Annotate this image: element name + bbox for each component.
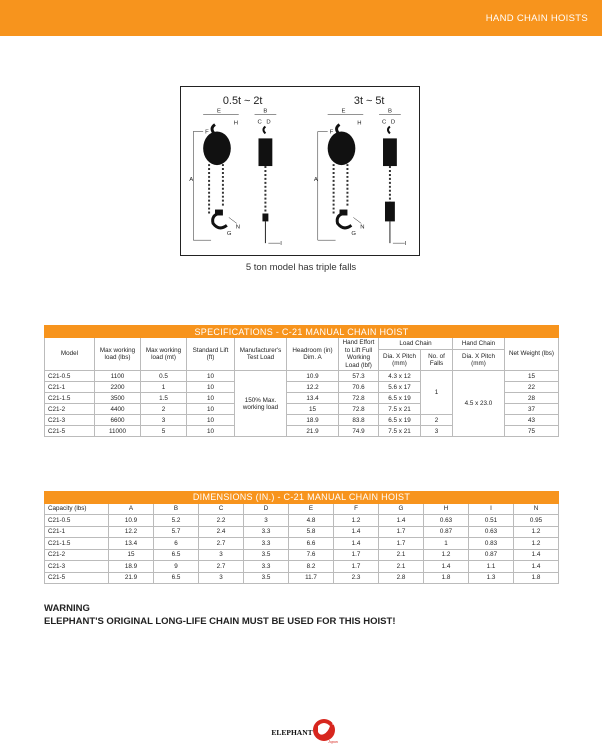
elephant-logo-graphic — [252, 716, 352, 746]
dimension-value: 3 — [199, 549, 244, 561]
dimension-value: 1.7 — [379, 538, 424, 550]
dimension-value: 1.2 — [334, 515, 379, 527]
table-row — [45, 526, 559, 538]
table-row — [45, 538, 559, 550]
dimensions-body — [45, 515, 559, 584]
dimension-value: 4.8 — [289, 515, 334, 527]
svg-text:H: H — [233, 120, 239, 127]
dimension-value: 5.8 — [289, 526, 334, 538]
dimension-value: 5.7 — [154, 526, 199, 538]
dimension-value: 2.3 — [334, 572, 379, 584]
svg-text:C: C — [257, 119, 262, 126]
svg-text:A: A — [189, 176, 194, 183]
dimension-value: 0.51 — [469, 515, 514, 527]
col-header-load-chain: Load Chain — [379, 338, 453, 350]
col-header: Capacity (lbs) — [45, 503, 109, 515]
dimension-value: 1.2 — [514, 526, 559, 538]
table-row — [45, 572, 559, 584]
dimensions-table — [44, 491, 559, 584]
dimension-value: 3.3 — [244, 561, 289, 573]
dimension-value: 1.4 — [514, 549, 559, 561]
dimension-value: 9 — [154, 561, 199, 573]
dimension-value: 1.4 — [424, 561, 469, 573]
dimension-value: 1.7 — [379, 526, 424, 538]
col-header-max-load-lbs: Max working load (lbs) — [95, 338, 141, 371]
row-model: C21-3 — [45, 561, 109, 573]
header-bar — [0, 0, 602, 36]
dimension-value: 6.5 — [154, 549, 199, 561]
svg-text:F: F — [329, 129, 334, 136]
col-header: G — [379, 503, 424, 515]
svg-text:G: G — [226, 231, 232, 238]
dimension-value: 21.9 — [109, 572, 154, 584]
svg-text:A: A — [313, 176, 318, 183]
dimension-value: 3.5 — [244, 572, 289, 584]
dimension-value: 3 — [244, 515, 289, 527]
col-header-headroom: Headroom (in) Dim. A — [287, 338, 339, 371]
dimensions-title: DIMENSIONS (IN.) - C-21 MANUAL CHAIN HOIST — [45, 492, 559, 504]
dimension-value: 1.2 — [514, 538, 559, 550]
table-row: C21-3 6600 3 10 18.9 83.8 6.5 x 19 2 43 — [45, 415, 559, 426]
svg-text:D: D — [390, 119, 396, 126]
dimension-value: 2.1 — [379, 549, 424, 561]
col-header: A — [109, 503, 154, 515]
table-row: C21-1 2200 1 10 12.2 70.6 5.6 x 17 22 — [45, 382, 559, 393]
table-row: C21-2 4400 2 10 15 72.8 7.5 x 21 37 — [45, 404, 559, 415]
dimension-value: 3.5 — [244, 549, 289, 561]
col-header-hand-chain: Hand Chain — [453, 338, 505, 350]
dimension-value: 10.9 — [109, 515, 154, 527]
dimension-value: 1.2 — [424, 549, 469, 561]
logo-brand: ELEPHANT — [271, 728, 313, 737]
hoist-front-view-small — [255, 109, 283, 247]
warning-title: WARNING — [44, 603, 90, 614]
dimension-value: 18.9 — [109, 561, 154, 573]
dimension-value: 1.1 — [469, 561, 514, 573]
table-row — [45, 561, 559, 573]
dimension-value: 5.2 — [154, 515, 199, 527]
logo-made-in: made in — [332, 722, 345, 726]
col-header-max-load-mt: Max working load (mt) — [141, 338, 187, 371]
hoist-front-view-large — [379, 109, 407, 247]
header-title: HAND CHAIN HOISTS — [485, 13, 588, 24]
svg-text:C: C — [382, 119, 387, 126]
dimension-value: 0.87 — [424, 526, 469, 538]
col-header-model: Model — [45, 338, 95, 371]
col-header-load-chain-falls: No. of Falls — [421, 350, 453, 371]
col-header: H — [424, 503, 469, 515]
dimension-value: 1.4 — [334, 526, 379, 538]
diagram-left-label: 0.5t ~ 2t — [222, 94, 263, 107]
hoist-diagram-svg — [181, 87, 419, 255]
table-row — [45, 515, 559, 527]
test-load-cell: 150% Max. working load — [235, 371, 287, 437]
col-header-hand-chain-dia: Dia. X Pitch (mm) — [453, 350, 505, 371]
col-header: D — [244, 503, 289, 515]
svg-text:I: I — [280, 241, 282, 248]
col-header: I — [469, 503, 514, 515]
dimension-value: 0.83 — [469, 538, 514, 550]
diagram-right-label: 3t ~ 5t — [353, 94, 385, 107]
hoist-diagram — [180, 86, 420, 256]
svg-text:E: E — [341, 108, 346, 115]
hoist-side-view-small — [189, 109, 240, 240]
col-header: E — [289, 503, 334, 515]
row-model: C21-5 — [45, 572, 109, 584]
dimension-value: 8.2 — [289, 561, 334, 573]
table-row — [45, 549, 559, 561]
hand-chain-cell: 4.5 x 23.0 — [453, 371, 505, 437]
svg-text:I: I — [404, 241, 407, 248]
table-row: C21-1.5 3500 1.5 10 13.4 72.8 6.5 x 19 28 — [45, 393, 559, 404]
dimension-value: 0.63 — [424, 515, 469, 527]
dimension-value: 1.4 — [379, 515, 424, 527]
dimension-value: 0.63 — [469, 526, 514, 538]
dimension-value: 1 — [424, 538, 469, 550]
svg-text:B: B — [387, 108, 392, 115]
svg-text:D: D — [266, 119, 271, 126]
dimension-value: 1.3 — [469, 572, 514, 584]
col-header-test-load: Manufacturer's Test Load — [235, 338, 287, 371]
row-model: C21-1 — [45, 526, 109, 538]
hoist-side-view-large — [314, 109, 365, 240]
dimension-value: 2.2 — [199, 515, 244, 527]
dimension-value: 11.7 — [289, 572, 334, 584]
dimension-value: 13.4 — [109, 538, 154, 550]
dimension-value: 0.95 — [514, 515, 559, 527]
svg-text:F: F — [205, 129, 209, 136]
dimension-value: 0.87 — [469, 549, 514, 561]
dimension-value: 1.7 — [334, 561, 379, 573]
warning — [44, 602, 395, 628]
warning-text: ELEPHANT'S ORIGINAL LONG-LIFE CHAIN MUST BE USED FOR THIS HOIST! — [44, 616, 396, 627]
row-model: C21-0.5 — [45, 515, 109, 527]
dimension-value: 3 — [199, 572, 244, 584]
diagram-caption: 5 ton model has triple falls — [245, 262, 357, 273]
svg-text:B: B — [263, 108, 268, 115]
svg-text:G: G — [351, 231, 356, 238]
svg-text:E: E — [216, 108, 221, 115]
falls-merged-cell: 1 — [421, 371, 453, 415]
specifications-title: SPECIFICATIONS - C-21 MANUAL CHAIN HOIST — [45, 326, 559, 338]
dimension-value: 1.7 — [334, 549, 379, 561]
dimension-value: 2.8 — [379, 572, 424, 584]
row-model: C21-2 — [45, 549, 109, 561]
col-header-net-weight: Net Weight (lbs) — [505, 338, 559, 371]
dimension-value: 12.2 — [109, 526, 154, 538]
svg-text:H: H — [357, 120, 362, 127]
dimension-value: 3.3 — [244, 538, 289, 550]
dimension-value: 3.3 — [244, 526, 289, 538]
col-header-load-chain-dia: Dia. X Pitch (mm) — [379, 350, 421, 371]
col-header: C — [199, 503, 244, 515]
specifications-table — [44, 325, 559, 437]
dimension-value: 1.4 — [514, 561, 559, 573]
dimension-value: 7.6 — [289, 549, 334, 561]
elephant-logo — [252, 716, 352, 746]
col-header-standard-lift: Standard Lift (ft) — [187, 338, 235, 371]
col-header: N — [514, 503, 559, 515]
dimension-value: 1.8 — [514, 572, 559, 584]
dimension-value: 2.1 — [379, 561, 424, 573]
dimension-value: 2.7 — [199, 561, 244, 573]
logo-country: Japan — [328, 739, 338, 744]
dimension-value: 2.7 — [199, 538, 244, 550]
dimension-value: 6 — [154, 538, 199, 550]
table-row: C21-0.5 1100 0.5 10 150% Max. working load 10.9 57.3 4.3 x 12 1 4.5 x 23.0 15 — [45, 371, 559, 382]
col-header-hand-effort: Hand Effort to Lift Full Working Load (lbf) — [339, 338, 379, 371]
svg-text:N: N — [360, 224, 365, 231]
col-header: B — [154, 503, 199, 515]
dimension-value: 2.4 — [199, 526, 244, 538]
dimension-value: 1.4 — [334, 538, 379, 550]
dimension-value: 1.8 — [424, 572, 469, 584]
table-row: C21-5 11000 5 10 21.9 74.9 7.5 x 21 3 75 — [45, 426, 559, 437]
dimension-value: 6.6 — [289, 538, 334, 550]
col-header: F — [334, 503, 379, 515]
svg-text:N: N — [235, 224, 241, 231]
row-model: C21-1.5 — [45, 538, 109, 550]
dimension-value: 6.5 — [154, 572, 199, 584]
dimension-value: 15 — [109, 549, 154, 561]
